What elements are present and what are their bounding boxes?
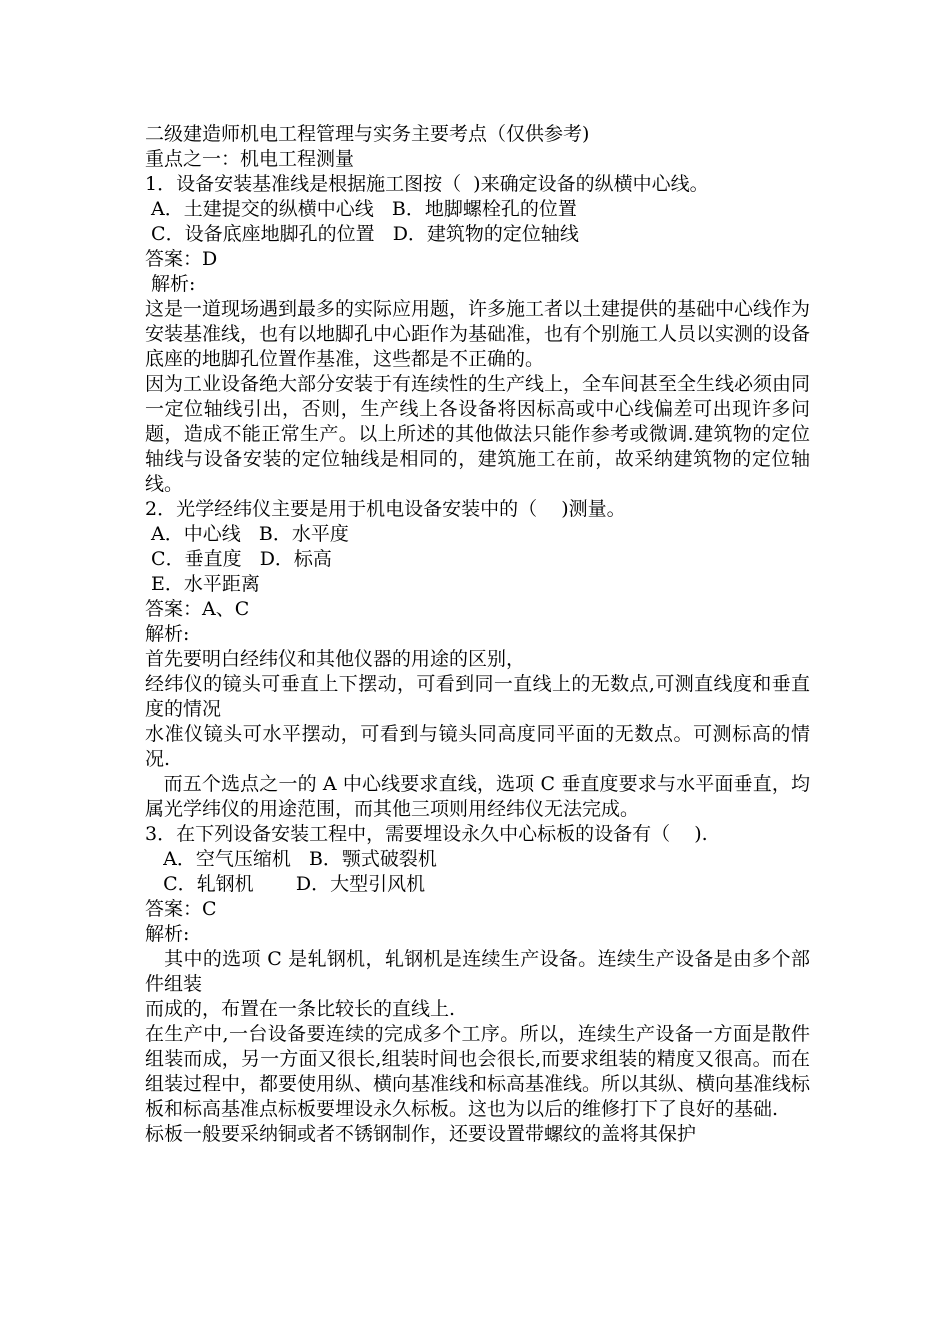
q1-analysis-paragraph: 因为工业设备绝大部分安装于有连续性的生产线上，全车间甚至全生线必须由同一定位轴线引出，否则，生产线上各设备将因标高或中心线偏差可出现许多问题，造成不能正常生产。以上所述的其他做法只能作参考或微调.建筑物的定位轴线与设备安装的定位轴线是相同的，建筑施工在前，故采纳建筑物的定位轴线。 xyxy=(145,373,811,495)
document-title: 二级建造师机电工程管理与实务主要考点（仅供参考) xyxy=(145,123,590,145)
q3-analysis-paragraph: 标板一般要采纳铜或者不锈钢制作，还要设置带螺纹的盖将其保护 xyxy=(145,1123,697,1145)
q3-analysis-paragraph: 而成的，布置在一条比较长的直线上. xyxy=(145,998,456,1020)
q2-answer: 答案：A、C xyxy=(145,598,250,620)
section-heading: 重点之一：机电工程测量 xyxy=(145,148,355,170)
q1-options-ab: A．土建提交的纵横中心线 B．地脚螺栓孔的位置 xyxy=(145,198,577,220)
q1-analysis-paragraph: 这是一道现场遇到最多的实际应用题，许多施工者以土建提供的基础中心线作为安装基准线，也有以地脚孔中心距作为基础准，也有个别施工人员以实测的设备底座的地脚孔位置作基准，这些都是不正确的。 xyxy=(145,298,811,370)
q1-answer: 答案：D xyxy=(145,248,218,270)
q1-question: 1．设备安装基准线是根据施工图按（ )来确定设备的纵横中心线。 xyxy=(145,173,709,195)
q2-analysis-label: 解析: xyxy=(145,623,190,645)
q3-option-line: A．空气压缩机 B．颚式破裂机 xyxy=(145,848,437,870)
q3-analysis-paragraph: 其中的选项 C 是轧钢机，轧钢机是连续生产设备。连续生产设备是由多个部件组装 xyxy=(145,948,810,995)
q3-answer: 答案：C xyxy=(145,898,217,920)
q3-option-line: C．轧钢机 D．大型引风机 xyxy=(145,873,426,895)
document-page xyxy=(145,122,810,1147)
q2-analysis-paragraph: 经纬仪的镜头可垂直上下摆动，可看到同一直线上的无数点,可测直线度和垂直度的情况 xyxy=(145,673,810,720)
q2-question: 2．光学经纬仪主要是用于机电设备安装中的（ )测量。 xyxy=(145,498,626,520)
q3-analysis-paragraph: 在生产中,一台设备要连续的完成多个工序。所以，连续生产设备一方面是散件组装而成，另一方面又很长,组装时间也会很长,而要求组装的精度又很高。而在组装过程中，都要使用纵、横向基准线和标高基准线。所以其纵、横向基准线标板和标高基准点标板要埋设永久标板。这也为以后的维修打下了良好的基础. xyxy=(145,1023,811,1120)
q2-analysis-paragraph: 而五个选点之一的 A 中心线要求直线，选项 C 垂直度要求与水平面垂直，均属光学纬仪的用途范围，而其他三项则用经纬仪无法完成。 xyxy=(145,773,810,820)
q2-option-line: E．水平距离 xyxy=(145,573,260,595)
q2-analysis-paragraph: 首先要明白经纬仪和其他仪器的用途的区别， xyxy=(145,648,526,670)
q1-options-cd: C．设备底座地脚孔的位置 D．建筑物的定位轴线 xyxy=(145,223,579,245)
q3-question: 3．在下列设备安装工程中，需要埋设永久中心标板的设备有（ ). xyxy=(145,823,708,845)
q2-analysis-paragraph: 水准仪镜头可水平摆动，可看到与镜头同高度同平面的无数点。可测标高的情况. xyxy=(145,723,810,770)
q3-analysis-label: 解析: xyxy=(145,923,190,945)
q2-option-line: C．垂直度 D．标高 xyxy=(145,548,332,570)
q1-analysis-label: 解析: xyxy=(145,273,196,295)
q2-option-line: A．中心线 B．水平度 xyxy=(145,523,349,545)
